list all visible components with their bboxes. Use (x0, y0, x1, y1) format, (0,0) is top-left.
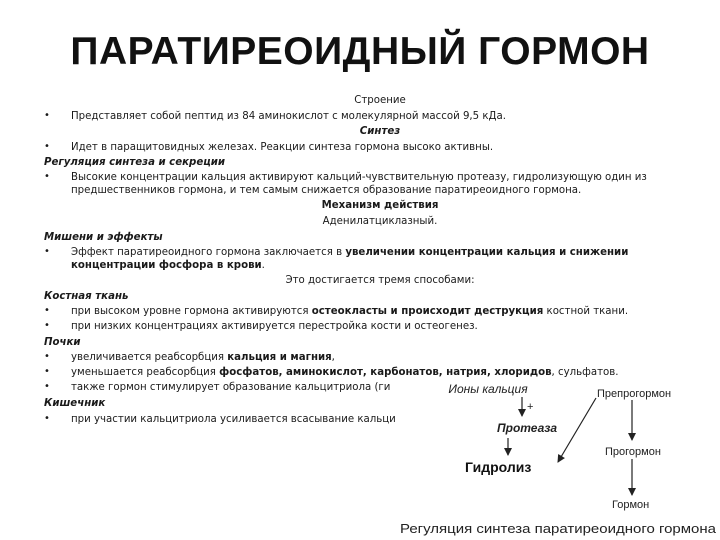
page-title: ПАРАТИРЕОИДНЫЙ ГОРМОН (70, 30, 650, 73)
bullet-icon: • (44, 366, 50, 377)
bullet-icon: • (44, 110, 50, 121)
bullet-icon: • (44, 141, 50, 152)
targets-line3: Это достигается тремя способами: (285, 275, 475, 286)
structure-text: Представляет собой пептид из 84 аминокислот с молекулярной массой 9,5 кДа. (71, 111, 506, 122)
bullet-icon: • (44, 305, 50, 316)
bullet-icon: • (44, 320, 50, 331)
calcium-ions-label: Ионы кальция (448, 382, 528, 396)
bullet-icon: • (44, 246, 50, 257)
targets-line2: концентрации фосфора в крови. (71, 260, 265, 271)
regulation-heading: Регуляция синтеза и секреции (44, 157, 226, 168)
kidneys-bullet2: уменьшается реабсорбция фосфатов, аминокислот, карбонатов, натрия, хлоридов, сульфатов. (71, 367, 619, 378)
bone-bullet1: при высоком уровне гормона активируются остеокласты и происходит деструкция костной ткани. (71, 306, 629, 317)
intestine-bullet1: при участии кальцитриола усиливается всасывание кальци (71, 414, 396, 425)
hormone-label: Гормон (612, 499, 650, 511)
protease-label: Протеаза (497, 421, 558, 435)
diagram-caption: Регуляция синтеза паратиреоидного гормона (400, 521, 717, 536)
preprohormone-label: Препрогормон (597, 388, 672, 400)
kidneys-heading: Почки (44, 337, 81, 348)
structure-heading: Строение (354, 95, 406, 106)
bone-bullet2: при низких концентрациях активируется перестройка кости и остеогенез. (71, 321, 478, 332)
bone-heading: Костная ткань (44, 291, 129, 302)
mechanism-heading: Механизм действия (321, 200, 439, 211)
regulation-text-line2: предшественников гормона, и тем самым снижается образование паратиреоидного гормона. (71, 185, 582, 196)
synthesis-text: Идет в паращитовидных железах. Реакции синтеза гормона высоко активны. (71, 142, 494, 153)
prohormone-label: Прогормон (605, 446, 661, 458)
bullet-icon: • (44, 351, 50, 362)
synthesis-heading: Синтез (359, 126, 401, 137)
plus-sign: + (527, 401, 534, 413)
bullet-icon: • (44, 413, 50, 424)
kidneys-bullet3: также гормон стимулирует образование кальцитриола (ги (71, 382, 391, 393)
regulation-text-line1: Высокие концентрации кальция активируют кальций-чувствительную протеазу, гидролизующую один из (71, 172, 647, 183)
kidneys-bullet1: увеличивается реабсорбция кальция и магния, (71, 352, 335, 363)
bullet-icon: • (44, 171, 50, 182)
hydrolysis-label: Гидролиз (465, 459, 532, 475)
mechanism-text: Аденилатциклазный. (322, 216, 438, 227)
bullet-icon: • (44, 381, 50, 392)
intestine-heading: Кишечник (44, 398, 106, 409)
targets-heading: Мишени и эффекты (44, 232, 163, 243)
targets-line1: Эффект паратиреоидного гормона заключается в увеличении концентрации кальция и снижении (71, 247, 629, 258)
